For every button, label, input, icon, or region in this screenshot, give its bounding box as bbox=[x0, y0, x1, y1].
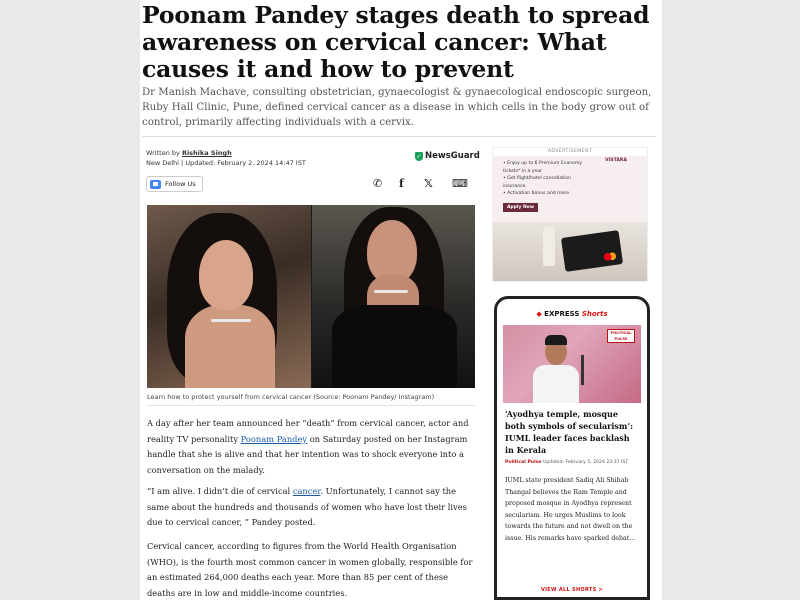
whatsapp-share-icon[interactable]: ✆ bbox=[373, 177, 383, 190]
article-headline: Poonam Pandey stages death to spread awareness on cervical cancer: What causes it and how to prevent bbox=[142, 1, 650, 83]
cancer-link[interactable]: cancer bbox=[292, 486, 321, 496]
view-all-shorts-link[interactable]: VIEW ALL SHORTS > bbox=[540, 587, 604, 593]
article-image bbox=[147, 205, 475, 388]
paragraph-2: “I am alive. I didn’t die of cervical cancer. Unfortunately, I cannot say the same about the hundreds and thousands of women who have lost their lives due to cervical cancer, ” Pandey posted. bbox=[147, 486, 467, 527]
updated-time: Updated: February 2, 2024 14:47 IST bbox=[185, 159, 306, 167]
express-diamond-icon: ◆ bbox=[536, 310, 542, 318]
follow-us-label: Follow Us bbox=[165, 180, 196, 188]
paragraph-3: Cervical cancer, according to figures from the World Health Organisation (WHO), is the fourth most common cancer in women globally, responsible for an estimated 264,000 deaths each year. More than 85 per cent of these deaths are in low and middle-income countries. bbox=[147, 541, 473, 598]
photo-left bbox=[147, 205, 311, 388]
short-story-image[interactable] bbox=[503, 325, 641, 403]
location: New Delhi bbox=[146, 159, 179, 167]
express-shorts-widget bbox=[494, 296, 650, 600]
ad-benefits: • Enjoy up to 6 Premium Economy tickets* in a year • Get flight/hotel cancellation insurance • Activation bonus and more bbox=[503, 161, 583, 196]
poonam-pandey-link[interactable]: Poonam Pandey bbox=[240, 433, 308, 444]
short-story-source[interactable]: Political Pulse bbox=[505, 460, 542, 465]
byline: Written by Rishika Singh New Delhi | Updated: February 2, 2024 14:47 IST bbox=[146, 149, 306, 167]
google-news-icon bbox=[150, 180, 161, 189]
paragraph-1: A day after her team announced her “death” from cervical cancer, actor and reality TV personality Poonam Pandey on Saturday posted on her Instagram handle that she is alive and that her intention was to shock everyone into a conversation on the malady. bbox=[147, 418, 469, 475]
image-caption: Learn how to protect yourself from cervical cancer (Source: Poonam Pandey/ Instagram) bbox=[147, 393, 435, 401]
x-share-icon[interactable]: 𝕏 bbox=[424, 177, 433, 190]
political-pulse-logo: POLITICAL PULSE bbox=[607, 329, 635, 343]
short-story-meta: Political Pulse Updated: February 5, 2024 23:37 IST bbox=[505, 460, 629, 465]
comment-icon[interactable]: ⌨ bbox=[452, 177, 468, 190]
newsguard-badge[interactable] bbox=[415, 151, 480, 161]
short-story-body: IUML state president Sadiq Ali Shihab Thangal believes the Ram Temple and proposed mosque in Ayodhya represent secularism. He urges Muslims to look towards the future and not dwell on the issue. His remarks have sparked debat... bbox=[505, 477, 636, 542]
ad-label: ADVERTISEMENT bbox=[547, 149, 593, 154]
check-shield-icon: ✓ bbox=[416, 152, 422, 160]
divider bbox=[142, 136, 656, 137]
ad-person-image bbox=[543, 226, 555, 266]
newsguard-label: NewsGuard bbox=[425, 151, 480, 161]
ad-apply-button[interactable]: Apply Now bbox=[503, 203, 538, 212]
author-link[interactable]: Rishika Singh bbox=[181, 149, 232, 157]
divider bbox=[147, 405, 475, 406]
ad-brand-logo: VISTARA bbox=[605, 158, 627, 163]
express-shorts-logo: ◆ EXPRESS Shorts bbox=[536, 310, 608, 318]
article-dek: Dr Manish Machave, consulting obstetrician, gynaecologist & gynaecological endoscopic surgeon, Ruby Hall Clinic, Pune, defined cervical cancer as a disease in which cells in the body grow out of control, primarily affecting individuals with a cervix. bbox=[142, 87, 652, 128]
written-by-label: Written by bbox=[146, 149, 180, 157]
facebook-share-icon[interactable]: f bbox=[399, 177, 404, 190]
article-page bbox=[140, 0, 662, 600]
photo-right bbox=[312, 205, 475, 388]
microphone-stand bbox=[581, 355, 584, 385]
short-story-title[interactable]: ‘Ayodhya temple, mosque both symbols of secularism’: IUML leader faces backlash in Kerala bbox=[505, 409, 634, 455]
follow-us-button[interactable] bbox=[146, 176, 203, 192]
advertisement[interactable] bbox=[492, 147, 648, 282]
